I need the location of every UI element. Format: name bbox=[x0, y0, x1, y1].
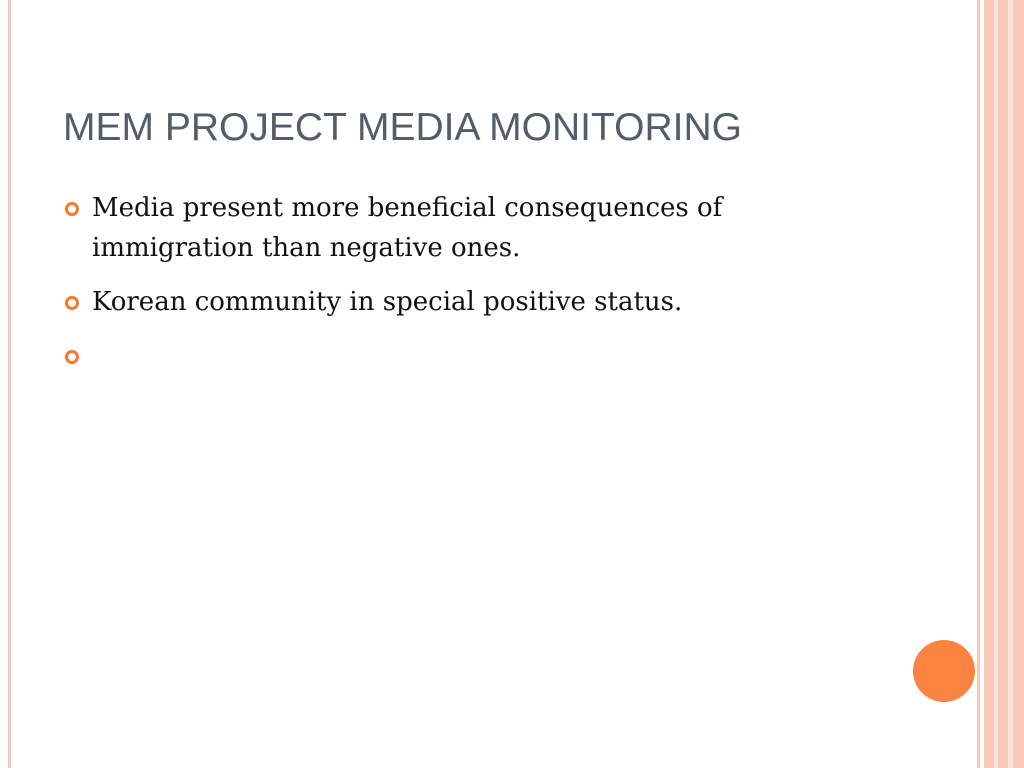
bullet-ring-icon bbox=[65, 350, 79, 364]
left-border-line bbox=[8, 0, 11, 768]
bullet-text: Korean community in special positive status. bbox=[92, 287, 683, 317]
bullet-item-empty bbox=[63, 336, 843, 376]
right-stripe bbox=[1013, 0, 1024, 768]
slide-title: MEM PROJECT MEDIA MONITORING bbox=[63, 106, 742, 149]
decorative-circle bbox=[913, 640, 975, 702]
bullet-item bbox=[63, 282, 843, 322]
bullet-list bbox=[63, 188, 843, 390]
bullet-text: Media present more beneficial consequences of immigration than negative ones. bbox=[92, 193, 723, 263]
right-stripe bbox=[998, 0, 1008, 768]
right-stripe bbox=[984, 0, 994, 768]
right-stripe bbox=[977, 0, 980, 768]
bullet-ring-icon bbox=[65, 296, 79, 310]
bullet-item bbox=[63, 188, 843, 268]
bullet-ring-icon bbox=[65, 202, 79, 216]
